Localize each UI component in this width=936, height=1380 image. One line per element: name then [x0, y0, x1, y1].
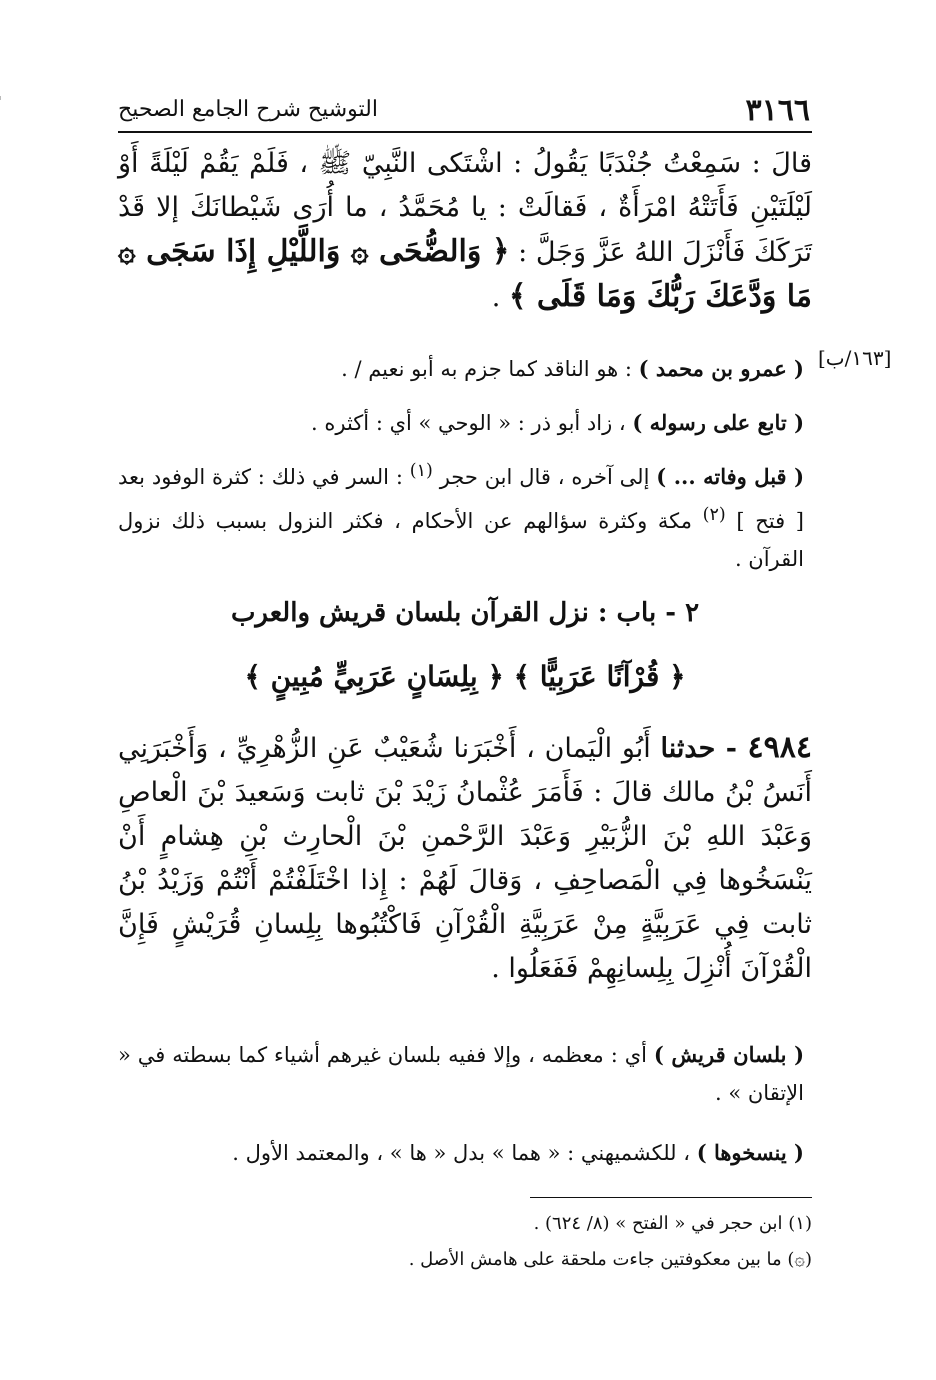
commentary-text: : السر في ذلك : كثرة الوفود بعد [ فتح ]: [118, 465, 805, 533]
opening-hadith-end: .: [491, 282, 509, 313]
page-header: [118, 82, 810, 128]
margin-folio-reference: [١٦٣/ب]: [818, 346, 892, 370]
hadith-number: ٤٩٨٤: [747, 730, 812, 765]
commentary-tabaa: [118, 404, 804, 442]
commentary-lemma: ( عمرو بن محمد ): [638, 356, 804, 381]
hadith-text: أَبُو الْيَمان ، أَخْبَرَنا شُعَيْبٌ عَنِ الزُّهْرِيِّ ، وَأَخْبَرَنِي أَنَسُ بْنُ مالك قالَ : فَأَمَرَ عُثْمانُ زَيْدَ بْنَ ثابت وَسَعيدَ بْنَ الْعاصِ وَعَبْدَ اللهِ بْنَ الزُّبَيْرِ وَعَبْدَ الرَّحْمنِ بْنَ الْحارِث بْنِ هِشامٍ أَنْ يَنْسَخُوها فِي الْمَصاحِفِ ، وَقالَ لَهُمْ : إِذا اخْتَلَفْتُمْ أَنْتُمْ وَزَيْدُ بْنُ ثابت فِي عَرَبِيَّةٍ مِنْ عَرَبِيَّةِ الْقُرْآنِ فَاكْتُبُوها بِلِسانِ قُرَيْشٍ فَإِنَّ الْقُرْآنَ أُنْزِلَ بِلِسانِهِمْ فَفَعَلُوا .: [118, 733, 812, 984]
commentary-text: : هو الناقد كما جزم به أبو نعيم / .: [341, 357, 639, 381]
footnote-1: (١) ابن حجر في « الفتح » (٨/ ٦٢٤) .: [533, 1213, 812, 1234]
commentary-wafatih: [118, 452, 804, 578]
page-number: ٣١٦٦: [745, 93, 810, 128]
commentary-text: إلى آخره ، قال ابن حجر: [432, 465, 657, 489]
hadith-4984: [118, 726, 812, 991]
commentary-lemma: ( قبل وفاته ... ): [656, 464, 804, 489]
commentary-text: ، زاد أبو ذر : « الوحي » أي : أكثره .: [311, 411, 633, 435]
running-title: التوشيح شرح الجامع الصحيح: [118, 97, 378, 122]
scan-edge-mark: [0, 96, 1, 100]
footnote-rule: [530, 1197, 812, 1198]
quran-quote: ﴿ وَالضُّحَى ۞ وَاللَّيْلِ إِذَا سَجَى ۞ مَا وَدَّعَكَ رَبُّكَ وَمَا قَلَى ﴾: [118, 234, 812, 314]
footnote-2: (۞) ما بين معكوفتين جاءت ملحقة على هامش الأصل .: [408, 1249, 812, 1270]
commentary-amr: [118, 350, 804, 388]
commentary-text: مكة وكثرة سؤالهم عن الأحكام ، فكثر النزول بسبب ذلك نزول القرآن .: [118, 509, 804, 571]
opening-hadith-text: قالَ : سَمِعْتُ جُنْدَبًا يَقُولُ : اشْتَكى النَّبِيّ ﷺ ، فَلَمْ يَقُمْ لَيْلَةً أَوْ لَيْلَتَيْنِ فَأَتَتْهُ امْرَأَةٌ ، فَقالَتْ : يا مُحَمَّدُ ، ما أُرَى شَيْطانَكَ إلا قَدْ تَرَكَكَ فَأَنْزَلَ اللهُ عَزَّ وَجَلَّ :: [118, 148, 812, 268]
chapter-title: ٢ - باب : نزل القرآن بلسان قريش والعرب: [230, 598, 700, 628]
commentary-lemma: ( ينسخوها ): [696, 1140, 804, 1165]
footnote-marker[interactable]: (١): [409, 461, 433, 481]
commentary-text: ، للكشميهني : « هما » بدل « ها » ، والمعتمد الأول .: [232, 1141, 697, 1165]
commentary-text: أي : معظمه ، وإلا ففيه بلسان غيرهم أشياء كما بسطته في « الإتقان » .: [118, 1043, 804, 1105]
opening-hadith: [118, 142, 812, 320]
footnote-marker[interactable]: (٢): [702, 505, 726, 525]
commentary-lisan-quraysh: [118, 1036, 804, 1112]
header-rule: [118, 131, 812, 133]
chapter-verses: ﴿ قُرْآنًا عَرَبِيًّا ﴾ ﴿ بِلِسَانٍ عَرَبِيٍّ مُبِينٍ ﴾: [244, 660, 686, 693]
commentary-lemma: ( بلسان قريش ): [653, 1042, 805, 1067]
commentary-lemma: ( تابع على رسوله ): [632, 410, 804, 435]
commentary-yansakhuha: [118, 1134, 804, 1172]
hadith-lead: - حدثنا: [660, 733, 748, 764]
